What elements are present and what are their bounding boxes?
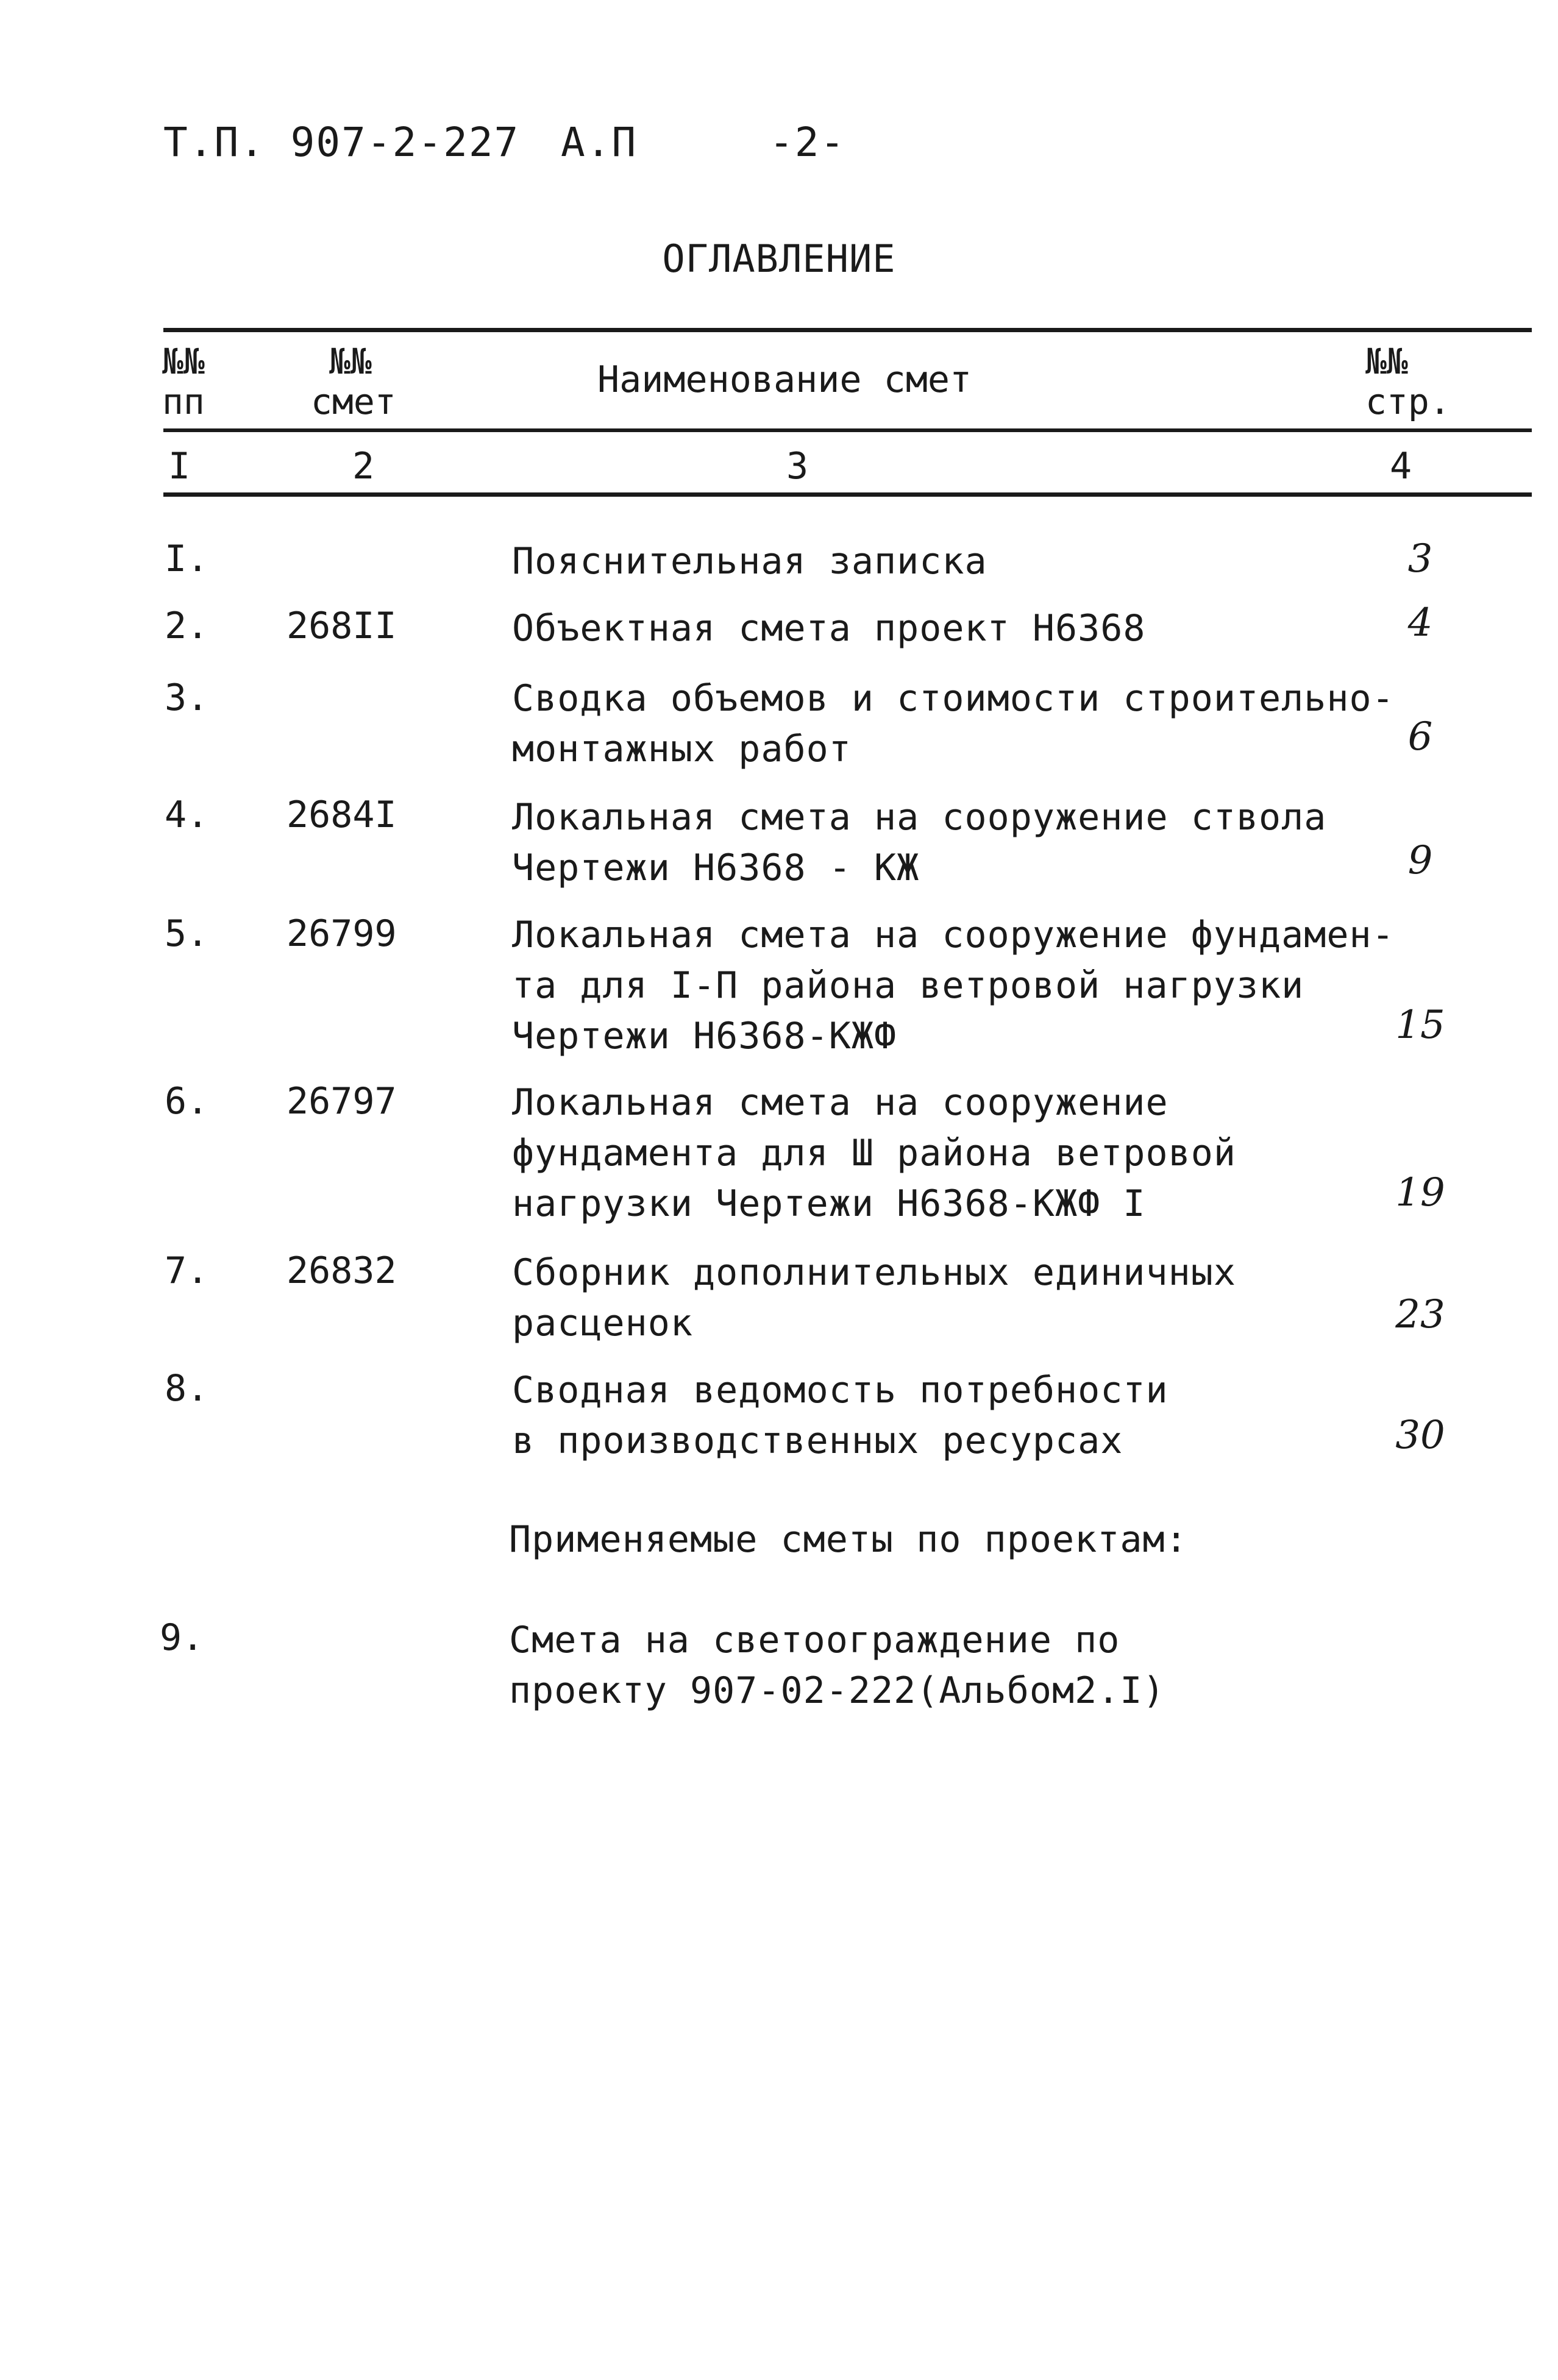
column-number-4: 4 [1390, 445, 1412, 488]
table-row-8-name: Сводная ведомость потребности в производственных ресурсах [512, 1369, 1168, 1462]
table-row-3-num: 3. [165, 677, 209, 719]
table-row-5-code: 26799 [286, 912, 397, 955]
table-row-8-page: 30 [1395, 1413, 1445, 1458]
table-row-5-num: 5. [165, 912, 209, 955]
table-row-2-page: 4 [1407, 600, 1433, 645]
table-row-7-page: 23 [1395, 1292, 1445, 1337]
table-row-7-name: Сборник дополнительных единичных расценок [512, 1251, 1236, 1345]
table-row-4-name: Локальная смета на сооружение ствола Чертежи Н6368 - КЖ [512, 796, 1327, 889]
table-row-6-num: 6. [165, 1080, 209, 1123]
column-number-1: I [168, 445, 191, 488]
table-top-rule [163, 328, 1532, 332]
applied-estimates-heading: Применяемые сметы по проектам: [509, 1518, 1188, 1561]
header-page: №№ стр. [1365, 341, 1451, 422]
table-row-6-code: 26797 [286, 1080, 397, 1123]
column-numbers-rule [163, 492, 1532, 497]
table-row-5-page: 15 [1395, 1003, 1445, 1048]
table-row-5-name: Локальная смета на сооружение фундамен- та для I-П района ветровой нагрузки Чертежи Н6368-КЖФ [512, 914, 1395, 1057]
column-number-2: 2 [352, 445, 375, 488]
page-title: ОГЛАВЛЕНИЕ [662, 236, 896, 281]
header-bottom-rule [163, 428, 1532, 432]
table-row-7-code: 26832 [286, 1249, 397, 1292]
album-label: А.П [561, 119, 638, 166]
table-row-9-num: 9. [160, 1616, 204, 1659]
table-row-1-page: 3 [1407, 536, 1433, 581]
table-row-6-name: Локальная смета на сооружение фундамента для Ш района ветровой нагрузки Чертежи Н6368-КЖФ I [512, 1081, 1236, 1225]
header-num: №№ пп [162, 341, 205, 422]
table-row-1-num: I. [165, 538, 209, 580]
table-row-2-code: 268II [286, 605, 397, 647]
table-row-1-name: Пояснительная записка [512, 540, 987, 583]
table-row-4-code: 2684I [286, 794, 397, 836]
header-name: Наименование смет [597, 358, 972, 401]
table-row-2-num: 2. [165, 605, 209, 647]
table-row-2-name: Объектная смета проект Н6368 [512, 607, 1146, 650]
table-row-9-name: Смета на светоограждение по проекту 907-02-222(Альбом2.I) [509, 1619, 1165, 1712]
column-number-3: 3 [786, 445, 809, 488]
table-row-4-page: 9 [1407, 838, 1433, 883]
table-row-3-name: Сводка объемов и стоимости строительно- монтажных работ [512, 677, 1395, 770]
table-row-6-page: 19 [1395, 1170, 1445, 1215]
header-code: №№ смет [311, 341, 396, 422]
page-number: -2- [769, 119, 846, 166]
table-row-3-page: 6 [1407, 714, 1433, 759]
table-row-8-num: 8. [165, 1367, 209, 1410]
table-row-4-num: 4. [165, 794, 209, 836]
document-code: Т.П. 907-2-227 [163, 119, 520, 166]
table-row-7-num: 7. [165, 1249, 209, 1292]
